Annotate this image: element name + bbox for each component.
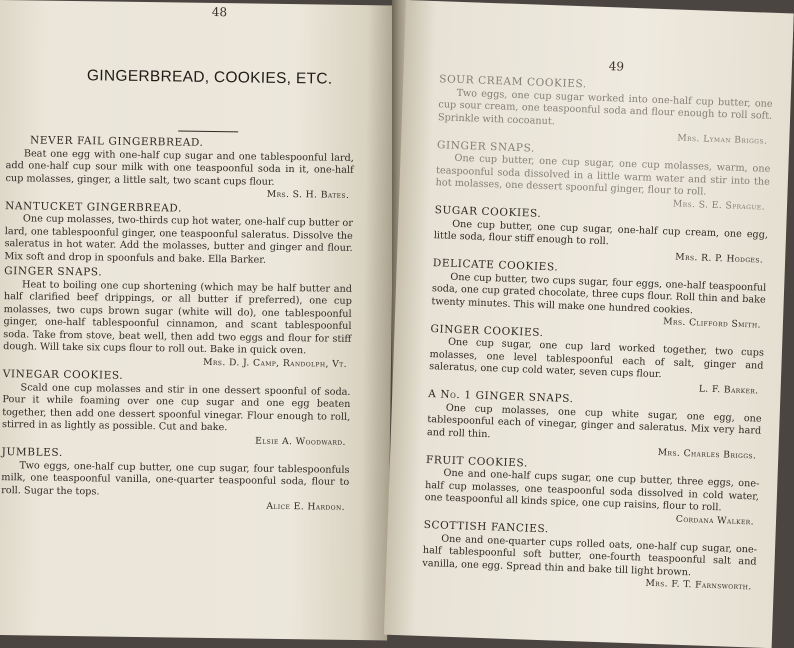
- left-page: [0, 0, 396, 640]
- recipe-author: Mrs. Clifford Smith.: [663, 316, 762, 331]
- recipe-author: Mrs. F. T. Farnsworth.: [645, 577, 752, 593]
- recipe-title: A No. 1 GINGER SNAPS.: [428, 388, 574, 406]
- right-page: [384, 0, 794, 648]
- recipe-body: Beat one egg with one-half cup sugar and one tablespoonful lard, add one-half cup sour milk with one teaspoonful soda in it, one-half cup molasses, ginger, a little salt, two scant cups flour.: [5, 147, 354, 188]
- recipe-title: SUGAR COOKIES.: [434, 204, 542, 220]
- page-number: 48: [211, 4, 228, 20]
- recipe-delicate-cookies: [431, 257, 767, 332]
- recipe-body: One and one-half cups sugar, one cup butter, three eggs, one-half cup molasses, one teaspoonful soda dissolved in cold water, one teaspoonful all kinds spice, one cup raisins, flour to roll.: [424, 467, 760, 514]
- page-number: 49: [608, 59, 625, 74]
- recipe-body: Two eggs, one cup sugar worked into one-half cup butter, one cup sour cream, one teaspoonful soda and flour enough to roll soft. Sprinkle with cocoanut.: [437, 87, 773, 127]
- title-rule: [178, 131, 238, 133]
- recipe-ginger-snaps: [435, 139, 771, 214]
- recipe-author: Alice E. Hardon.: [266, 500, 346, 513]
- recipe-title: NANTUCKET GINGERBREAD.: [5, 199, 183, 215]
- recipe-title: JUMBLES.: [1, 446, 63, 459]
- recipe-title: SCOTTISH FANCIES.: [423, 518, 550, 536]
- recipe-body: One cup butter, two cups sugar, four eggs, one-half teaspoonful soda, one cup grated chocolate, three cups flour. Roll thin and bake twenty minutes. This will make one hundred cookies.: [431, 271, 767, 316]
- chapter-title: GINGERBREAD, COOKIES, ETC.: [86, 67, 333, 88]
- recipe-ginger-snaps: [3, 265, 352, 371]
- recipe-jumbles: [1, 446, 350, 514]
- recipe-title: GINGER COOKIES.: [430, 322, 544, 339]
- recipe-author: Mrs. Charles Briggs.: [657, 447, 757, 462]
- recipe-body: One cup butter, one cup sugar, one cup molasses, warm, one teaspoonful soda dissolved in a little warm water and stir into the hot molasses, one dessert spoonful ginger, flour to roll.: [435, 152, 771, 198]
- recipe-author: Elsie A. Woodward.: [255, 435, 346, 448]
- recipe-body: One and one-quarter cups rolled oats, one-half cup sugar, one-half tablespoonful soft butter, one-fourth teaspoonful salt and vanilla, one egg. Spread thin and bake till light brown.: [422, 533, 758, 578]
- recipe-column: [1, 134, 354, 516]
- recipe-body: One cup molasses, two-thirds cup hot water, one-half cup butter or lard, one tablespoonful ginger, one teaspoonful saleratus. Dissolve the saleratus in hot water. Add the molasses, butter and ginger and flour. Mix soft and drop in spoonfuls and bake. Ella Barker.: [4, 213, 353, 266]
- recipe-title: NEVER FAIL GINGERBREAD.: [29, 134, 204, 149]
- recipe-scottish-fancies: [422, 519, 758, 594]
- recipe-column: [422, 73, 774, 596]
- recipe-ginger-cookies: [429, 323, 765, 398]
- recipe-body: Two eggs, one-half cup butter, one cup sugar, four tablespoonfuls milk, one teaspoonful vanilla, one-quarter teaspoonful soda, flour to roll. Sugar the tops.: [1, 459, 350, 497]
- recipe-title: VINEGAR COOKIES.: [2, 368, 124, 382]
- recipe-author: L. F. Barker.: [698, 382, 759, 397]
- recipe-title: GINGER SNAPS.: [4, 265, 103, 279]
- recipe-author: Mrs. S. H. Bates.: [266, 188, 350, 201]
- recipe-title: SOUR CREAM COOKIES.: [439, 73, 588, 91]
- recipe-title: DELICATE COOKIES.: [432, 257, 559, 274]
- recipe-body: One cup molasses, one cup white sugar, one egg, one tablespoonful each of vinegar, ginger and saleratus. Mix very hard and roll thin.: [426, 402, 762, 440]
- recipe-nantucket-gingerbread: [4, 200, 353, 268]
- recipe-author: Cordana Walker.: [675, 513, 755, 527]
- recipe-body: Heat to boiling one cup shortening (which may be half butter and half clarified beef drippings, or all butter if preferred), one cup molasses, two cups brown sugar (white will do), one tablespoonful ginger, one-half tablespoonful cinnamon, and scant tablespoonful soda. Take from stove, beat well, then add two eggs and flour for stiff dough. Will take six cups flour to roll out. Bake in quick oven.: [3, 278, 353, 357]
- recipe-author: Mrs. Lyman Briggs.: [677, 132, 768, 147]
- recipe-title: FRUIT COOKIES.: [425, 453, 529, 470]
- recipe-body: One cup sugar, one cup lard worked together, two cups molasses, one level tablespoonful each of salt, ginger and saleratus, one cup cold water, seven cups flour.: [429, 336, 765, 381]
- recipe-sour-cream-cookies: [437, 73, 773, 148]
- recipe-author: Mrs. R. P. Hodges.: [675, 251, 764, 266]
- recipe-a-no-1-ginger-snaps: [426, 388, 762, 463]
- recipe-never-fail-gingerbread: [5, 134, 354, 202]
- recipe-body: One cup butter, one cup sugar, one-half cup cream, one egg, little soda, flour stiff enough to roll.: [433, 218, 769, 248]
- recipe-author: Mrs. S. E. Sprague.: [672, 197, 766, 213]
- recipe-body: Scald one cup molasses and stir in one dessert spoonful of soda. Pour it while foaming over one cup sugar and one egg beaten together, then add one dessert spoonful vinegar. Flour enough to roll, stirred in as lightly as possible. Cut and bake.: [1, 381, 351, 434]
- recipe-title: GINGER SNAPS.: [436, 138, 536, 155]
- recipe-vinegar-cookies: [2, 368, 351, 449]
- recipe-author: Mrs. D. J. Camp, Randolph, Vt.: [203, 356, 348, 370]
- recipe-fruit-cookies: [424, 453, 760, 528]
- recipe-sugar-cookies: [433, 204, 769, 267]
